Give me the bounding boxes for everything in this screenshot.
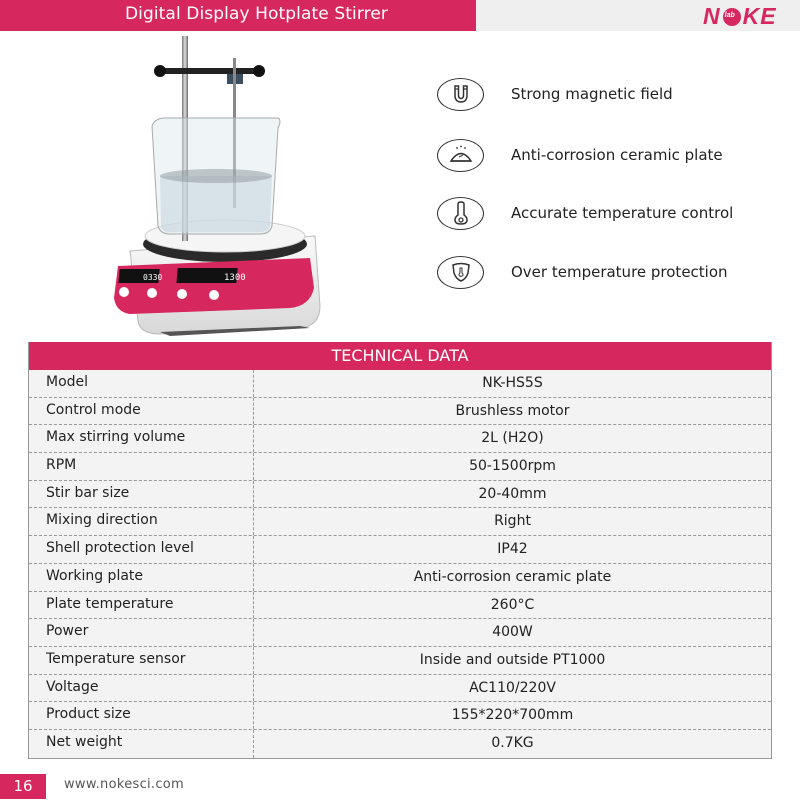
control-panel xyxy=(114,258,314,314)
spec-value: 2L (H2O) xyxy=(481,430,544,447)
table-row xyxy=(29,508,771,536)
spec-value: Anti-corrosion ceramic plate xyxy=(413,568,612,585)
product-image xyxy=(110,36,340,336)
table-row xyxy=(29,536,771,564)
table-row xyxy=(29,481,771,509)
spec-value: 260°C xyxy=(490,596,535,613)
shield-thermometer-icon xyxy=(437,256,484,289)
panel-button-2 xyxy=(147,288,157,298)
clamp-knob-left xyxy=(154,65,166,77)
spec-value: 20-40mm xyxy=(478,485,547,502)
spec-key: Working plate xyxy=(29,564,254,591)
table-row xyxy=(29,398,771,426)
feature-label: Over temperature protection xyxy=(511,263,728,281)
feature-label: Strong magnetic field xyxy=(511,85,673,103)
ceramic-plate-icon xyxy=(437,139,484,172)
spec-value: Inside and outside PT1000 xyxy=(419,651,606,668)
table-row xyxy=(29,619,771,647)
spec-key: RPM xyxy=(29,453,254,480)
feature-item xyxy=(437,76,787,112)
display-right-text: 1300 xyxy=(224,273,246,283)
table-row xyxy=(29,647,771,675)
spec-key: Plate temperature xyxy=(29,592,254,619)
table-row xyxy=(29,675,771,703)
liquid-surface xyxy=(160,169,272,183)
logo-right: KE xyxy=(742,2,777,29)
page-number: 16 xyxy=(0,774,46,799)
spec-key: Power xyxy=(29,619,254,646)
thermometer-icon xyxy=(437,197,484,230)
logo-inner: lab xyxy=(724,12,735,19)
display-left-text: 0330 xyxy=(143,273,163,282)
spec-key: Stir bar size xyxy=(29,481,254,508)
spec-key: Control mode xyxy=(29,398,254,425)
technical-data-rows xyxy=(29,370,771,758)
footer-url[interactable]: www.nokesci.com xyxy=(64,777,185,792)
spec-value: Right xyxy=(494,513,531,530)
spec-key: Net weight xyxy=(29,730,254,758)
page-title: Digital Display Hotplate Stirrer xyxy=(124,4,388,24)
spec-value: 0.7KG xyxy=(491,734,534,751)
clamp-knob-right xyxy=(253,65,265,77)
table-row xyxy=(29,702,771,730)
table-row xyxy=(29,592,771,620)
spec-key: Temperature sensor xyxy=(29,647,254,674)
logo-o-badge xyxy=(723,8,741,26)
table-row xyxy=(29,370,771,398)
spec-value: 400W xyxy=(492,624,533,641)
technical-data-table xyxy=(28,342,772,759)
table-row xyxy=(29,564,771,592)
feature-label: Accurate temperature control xyxy=(511,204,734,222)
spec-key: Mixing direction xyxy=(29,508,254,535)
clamp-bar xyxy=(162,68,257,74)
spec-key: Max stirring volume xyxy=(29,425,254,452)
table-row xyxy=(29,730,771,758)
table-row xyxy=(29,425,771,453)
panel-button-1 xyxy=(119,287,129,297)
brand-logo xyxy=(703,4,777,28)
magnet-icon xyxy=(437,78,484,111)
spec-key: Model xyxy=(29,370,254,397)
feature-item xyxy=(437,137,787,173)
table-row xyxy=(29,453,771,481)
feature-item xyxy=(437,254,787,290)
spec-key: Shell protection level xyxy=(29,536,254,563)
spec-value: Brushless motor xyxy=(455,402,570,419)
technical-data-title: TECHNICAL DATA xyxy=(29,342,771,370)
beaker-liquid xyxy=(160,176,272,232)
spec-value: AC110/220V xyxy=(469,679,556,696)
spec-value: 155*220*700mm xyxy=(451,707,574,724)
logo-left: N xyxy=(703,2,721,29)
panel-button-4 xyxy=(209,290,219,300)
spec-value: NK-HS5S xyxy=(482,375,543,391)
spec-key: Product size xyxy=(29,702,254,729)
spec-key: Voltage xyxy=(29,675,254,702)
panel-button-3 xyxy=(177,289,187,299)
spec-value: 50-1500rpm xyxy=(469,458,556,475)
title-band xyxy=(0,0,476,31)
feature-label: Anti-corrosion ceramic plate xyxy=(511,146,723,164)
spec-value: IP42 xyxy=(497,541,528,558)
feature-item xyxy=(437,195,787,231)
